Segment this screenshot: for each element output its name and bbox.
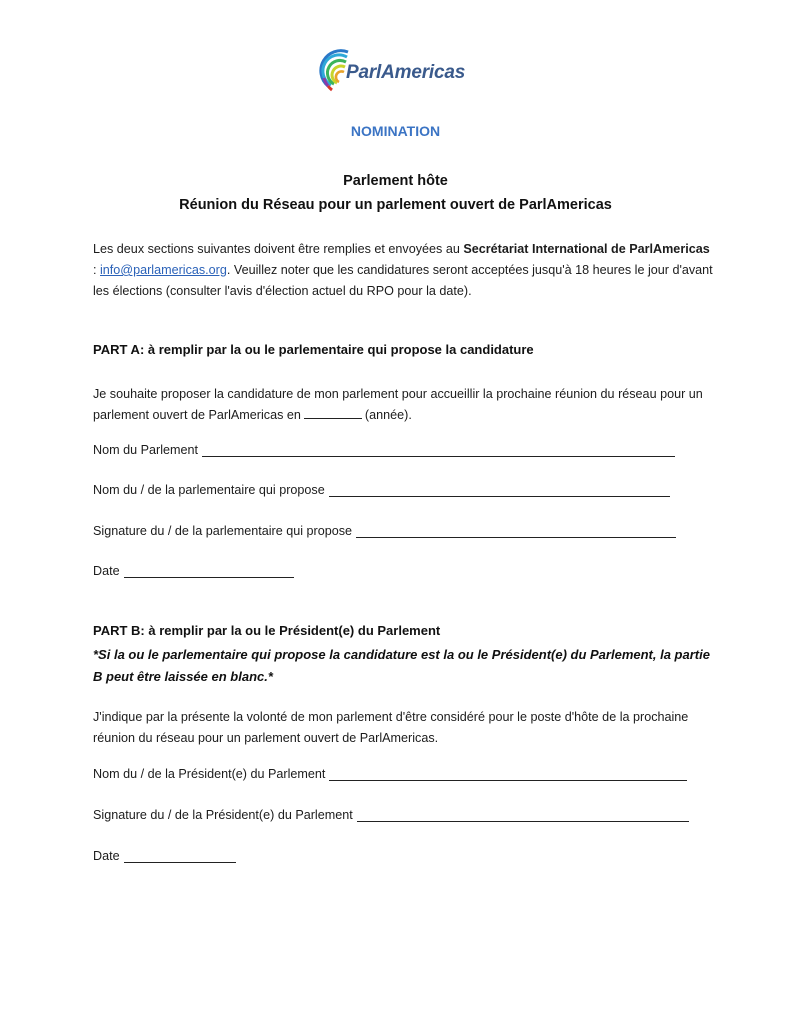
page-subtitle: Réunion du Réseau pour un parlement ouvert de ParlAmericas bbox=[179, 197, 612, 213]
part-a-text: Je souhaite proposer la candidature de mon parlement pour accueillir la prochaine réunion du réseau pour un parlement ouvert de ParlAmericas en bbox=[93, 387, 703, 422]
nomination-heading: NOMINATION bbox=[350, 123, 441, 139]
part-b-paragraph: J'indique par la présente la volonté de mon parlement d'être considéré pour le poste d'hôte de la prochaine réunion du réseau pour un parlement ouvert de ParlAmericas. bbox=[93, 710, 689, 745]
parliament-name-blank[interactable] bbox=[202, 443, 675, 457]
field-label: Signature du / de la Président(e) du Parlement bbox=[93, 808, 353, 822]
parlamericas-logo bbox=[318, 48, 478, 98]
part-b-heading: PART B: à remplir par la ou le Président(e) du Parlement bbox=[93, 623, 441, 638]
intro-sep: : bbox=[93, 263, 100, 277]
logo-text: ParlAmericas bbox=[346, 62, 466, 83]
form-field bbox=[93, 483, 670, 497]
page-title: Parlement hôte bbox=[343, 173, 448, 189]
part-a-paragraph bbox=[93, 384, 713, 426]
intro-secretariat: Secrétariat International de ParlAmericas bbox=[463, 242, 710, 256]
field-label: Date bbox=[93, 564, 120, 578]
form-field bbox=[93, 767, 687, 781]
form-field bbox=[93, 808, 689, 822]
part-b-note: *Si la ou le parlementaire qui propose la candidature est la ou le Président(e) du Parlement, la partie B peut être laissée en blanc.* bbox=[93, 647, 710, 684]
field-label: Nom du / de la parlementaire qui propose bbox=[93, 483, 325, 497]
intro-text-1: Les deux sections suivantes doivent être remplies et envoyées au bbox=[93, 242, 464, 256]
proposer-signature-blank[interactable] bbox=[356, 524, 676, 538]
part-a-date-blank[interactable] bbox=[124, 564, 294, 578]
part-b-date-blank[interactable] bbox=[124, 849, 236, 863]
proposer-name-blank[interactable] bbox=[329, 483, 670, 497]
form-field bbox=[93, 564, 294, 578]
form-field bbox=[93, 849, 236, 863]
part-a-year-label: (année). bbox=[364, 408, 412, 422]
intro-text-2: . Veuillez noter que les candidatures seront acceptées jusqu'à 18 heures le jour d'avant les élections (consulter l'avis d'élection actuel du RPO pour la date). bbox=[93, 263, 713, 298]
email-link[interactable]: info@parlamericas.org bbox=[100, 263, 227, 277]
field-label: Nom du Parlement bbox=[93, 443, 198, 457]
field-label: Signature du / de la parlementaire qui propose bbox=[93, 524, 353, 538]
president-name-blank[interactable] bbox=[329, 767, 687, 781]
field-label: Nom du / de la Président(e) du Parlement bbox=[93, 767, 326, 781]
field-label: Date bbox=[93, 849, 120, 863]
year-blank[interactable] bbox=[304, 406, 362, 419]
form-field bbox=[93, 524, 676, 538]
form-field bbox=[93, 443, 675, 457]
part-a-heading: PART A: à remplir par la ou le parlementaire qui propose la candidature bbox=[93, 342, 534, 357]
intro-paragraph bbox=[93, 239, 713, 302]
president-signature-blank[interactable] bbox=[357, 808, 689, 822]
